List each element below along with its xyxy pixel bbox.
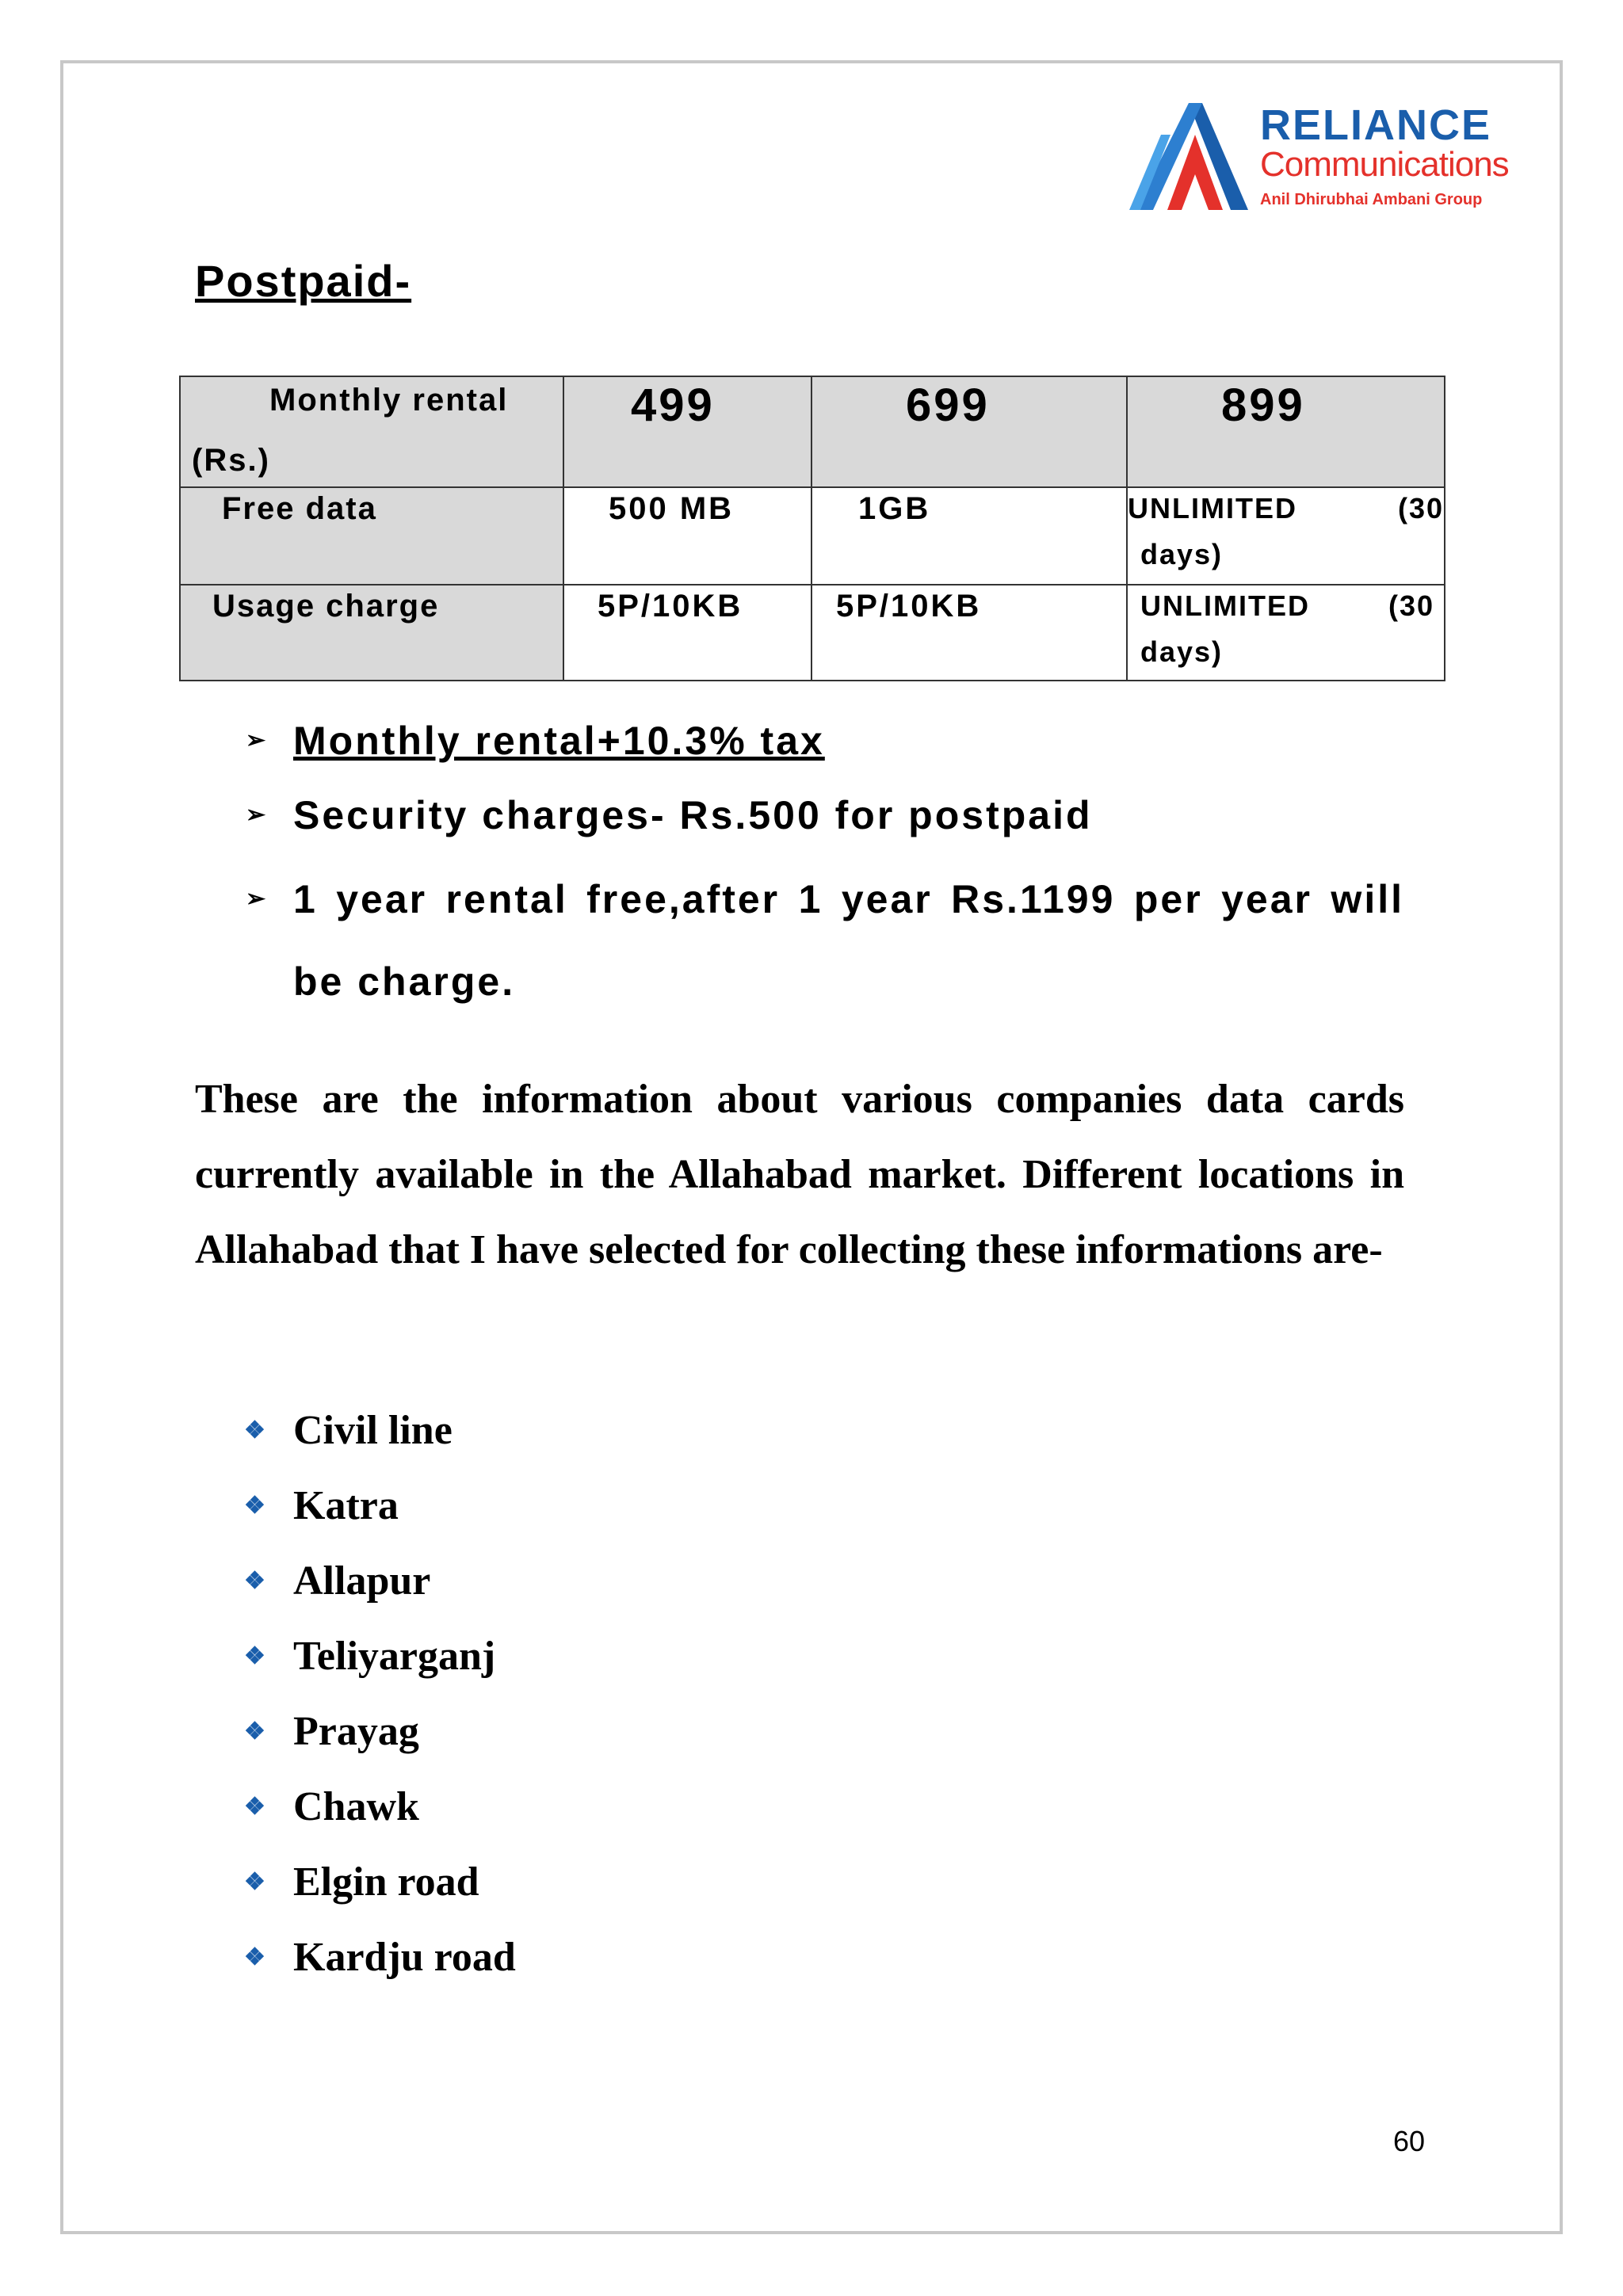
table-cell [180, 376, 563, 487]
row-label-unit: (Rs.) [192, 443, 270, 478]
cell-value: 500 MB [609, 491, 735, 526]
diamond-bullet-icon: ❖ [244, 1794, 265, 1820]
table-cell [812, 376, 1127, 487]
section-heading: Postpaid- [195, 256, 412, 306]
list-item [238, 1468, 516, 1543]
location-name: Chawk [293, 1784, 419, 1829]
cell-value: days) [1140, 635, 1224, 668]
list-item [238, 709, 1404, 784]
list-item [238, 1769, 516, 1844]
list-item [238, 1543, 516, 1619]
table-cell [1127, 376, 1445, 487]
body-paragraph: These are the information about various companies data cards currently available in the Allahabad market. Different locations in Allahabad that I have selected for collecting these informations are- [195, 1077, 1404, 1272]
diamond-bullet-icon: ❖ [244, 1493, 265, 1519]
list-item [238, 784, 1404, 858]
row-label: Usage charge [212, 589, 440, 624]
list-item-text: Security charges- Rs.500 for postpaid [293, 793, 1093, 837]
arrow-bullet-icon: ➢ [246, 727, 269, 753]
diamond-bullet-icon: ❖ [244, 1568, 265, 1594]
cell-value: (30 [1397, 492, 1444, 524]
location-name: Civil line [293, 1408, 453, 1453]
list-item [238, 1844, 516, 1920]
plan-price: 899 [1221, 379, 1305, 431]
reliance-logo [1129, 100, 1510, 219]
plan-price: 699 [906, 379, 990, 431]
cell-value: days) [1140, 538, 1224, 570]
location-name: Elgin road [293, 1859, 479, 1905]
cell-value: (30 [1388, 589, 1434, 622]
list-item [238, 1694, 516, 1769]
location-list [238, 1393, 516, 1995]
list-item [238, 1920, 516, 1995]
table-cell [180, 585, 563, 681]
reliance-logo-icon [1129, 103, 1248, 214]
row-label: Monthly rental [269, 383, 509, 418]
logo-group: Anil Dhirubhai Ambani Group [1260, 191, 1483, 208]
table-cell [563, 487, 812, 585]
arrow-bullet-icon: ➢ [246, 886, 269, 912]
location-name: Katra [293, 1483, 399, 1528]
list-item-text: 1 year rental free,after 1 year Rs.1199 per year will be charge. [293, 877, 1404, 1004]
diamond-bullet-icon: ❖ [244, 1869, 265, 1895]
arrow-bullet-icon: ➢ [246, 802, 269, 828]
page-number: 60 [1393, 2125, 1426, 2157]
cell-value: UNLIMITED [1140, 589, 1310, 622]
list-item-text: Monthly rental+10.3% tax [293, 719, 825, 763]
location-name: Allapur [293, 1558, 431, 1604]
table-cell [1127, 487, 1445, 585]
plan-price: 499 [631, 379, 715, 431]
diamond-bullet-icon: ❖ [244, 1643, 265, 1669]
table-cell [563, 585, 812, 681]
table-row [180, 376, 1445, 487]
table-cell [812, 585, 1127, 681]
cell-value: 1GB [858, 491, 931, 526]
row-label: Free data [222, 491, 377, 526]
bullet-list [238, 709, 1404, 1023]
logo-name: Communications [1260, 145, 1509, 184]
table-row [180, 585, 1445, 681]
plans-table [179, 376, 1445, 681]
cell-value: 5P/10KB [836, 589, 982, 624]
location-name: Kardju road [293, 1935, 516, 1980]
list-item [238, 858, 1404, 1023]
table-cell [563, 376, 812, 487]
diamond-bullet-icon: ❖ [244, 1417, 265, 1444]
cell-value: UNLIMITED [1128, 492, 1297, 524]
diamond-bullet-icon: ❖ [244, 1718, 265, 1745]
table-cell [180, 487, 563, 585]
list-item [238, 1393, 516, 1468]
location-name: Prayag [293, 1709, 419, 1754]
list-item [238, 1619, 516, 1694]
table-cell [1127, 585, 1445, 681]
table-row [180, 487, 1445, 585]
location-name: Teliyarganj [293, 1634, 496, 1679]
diamond-bullet-icon: ❖ [244, 1944, 265, 1970]
cell-value: 5P/10KB [598, 589, 743, 624]
logo-brand: RELIANCE [1260, 101, 1492, 149]
table-cell [812, 487, 1127, 585]
